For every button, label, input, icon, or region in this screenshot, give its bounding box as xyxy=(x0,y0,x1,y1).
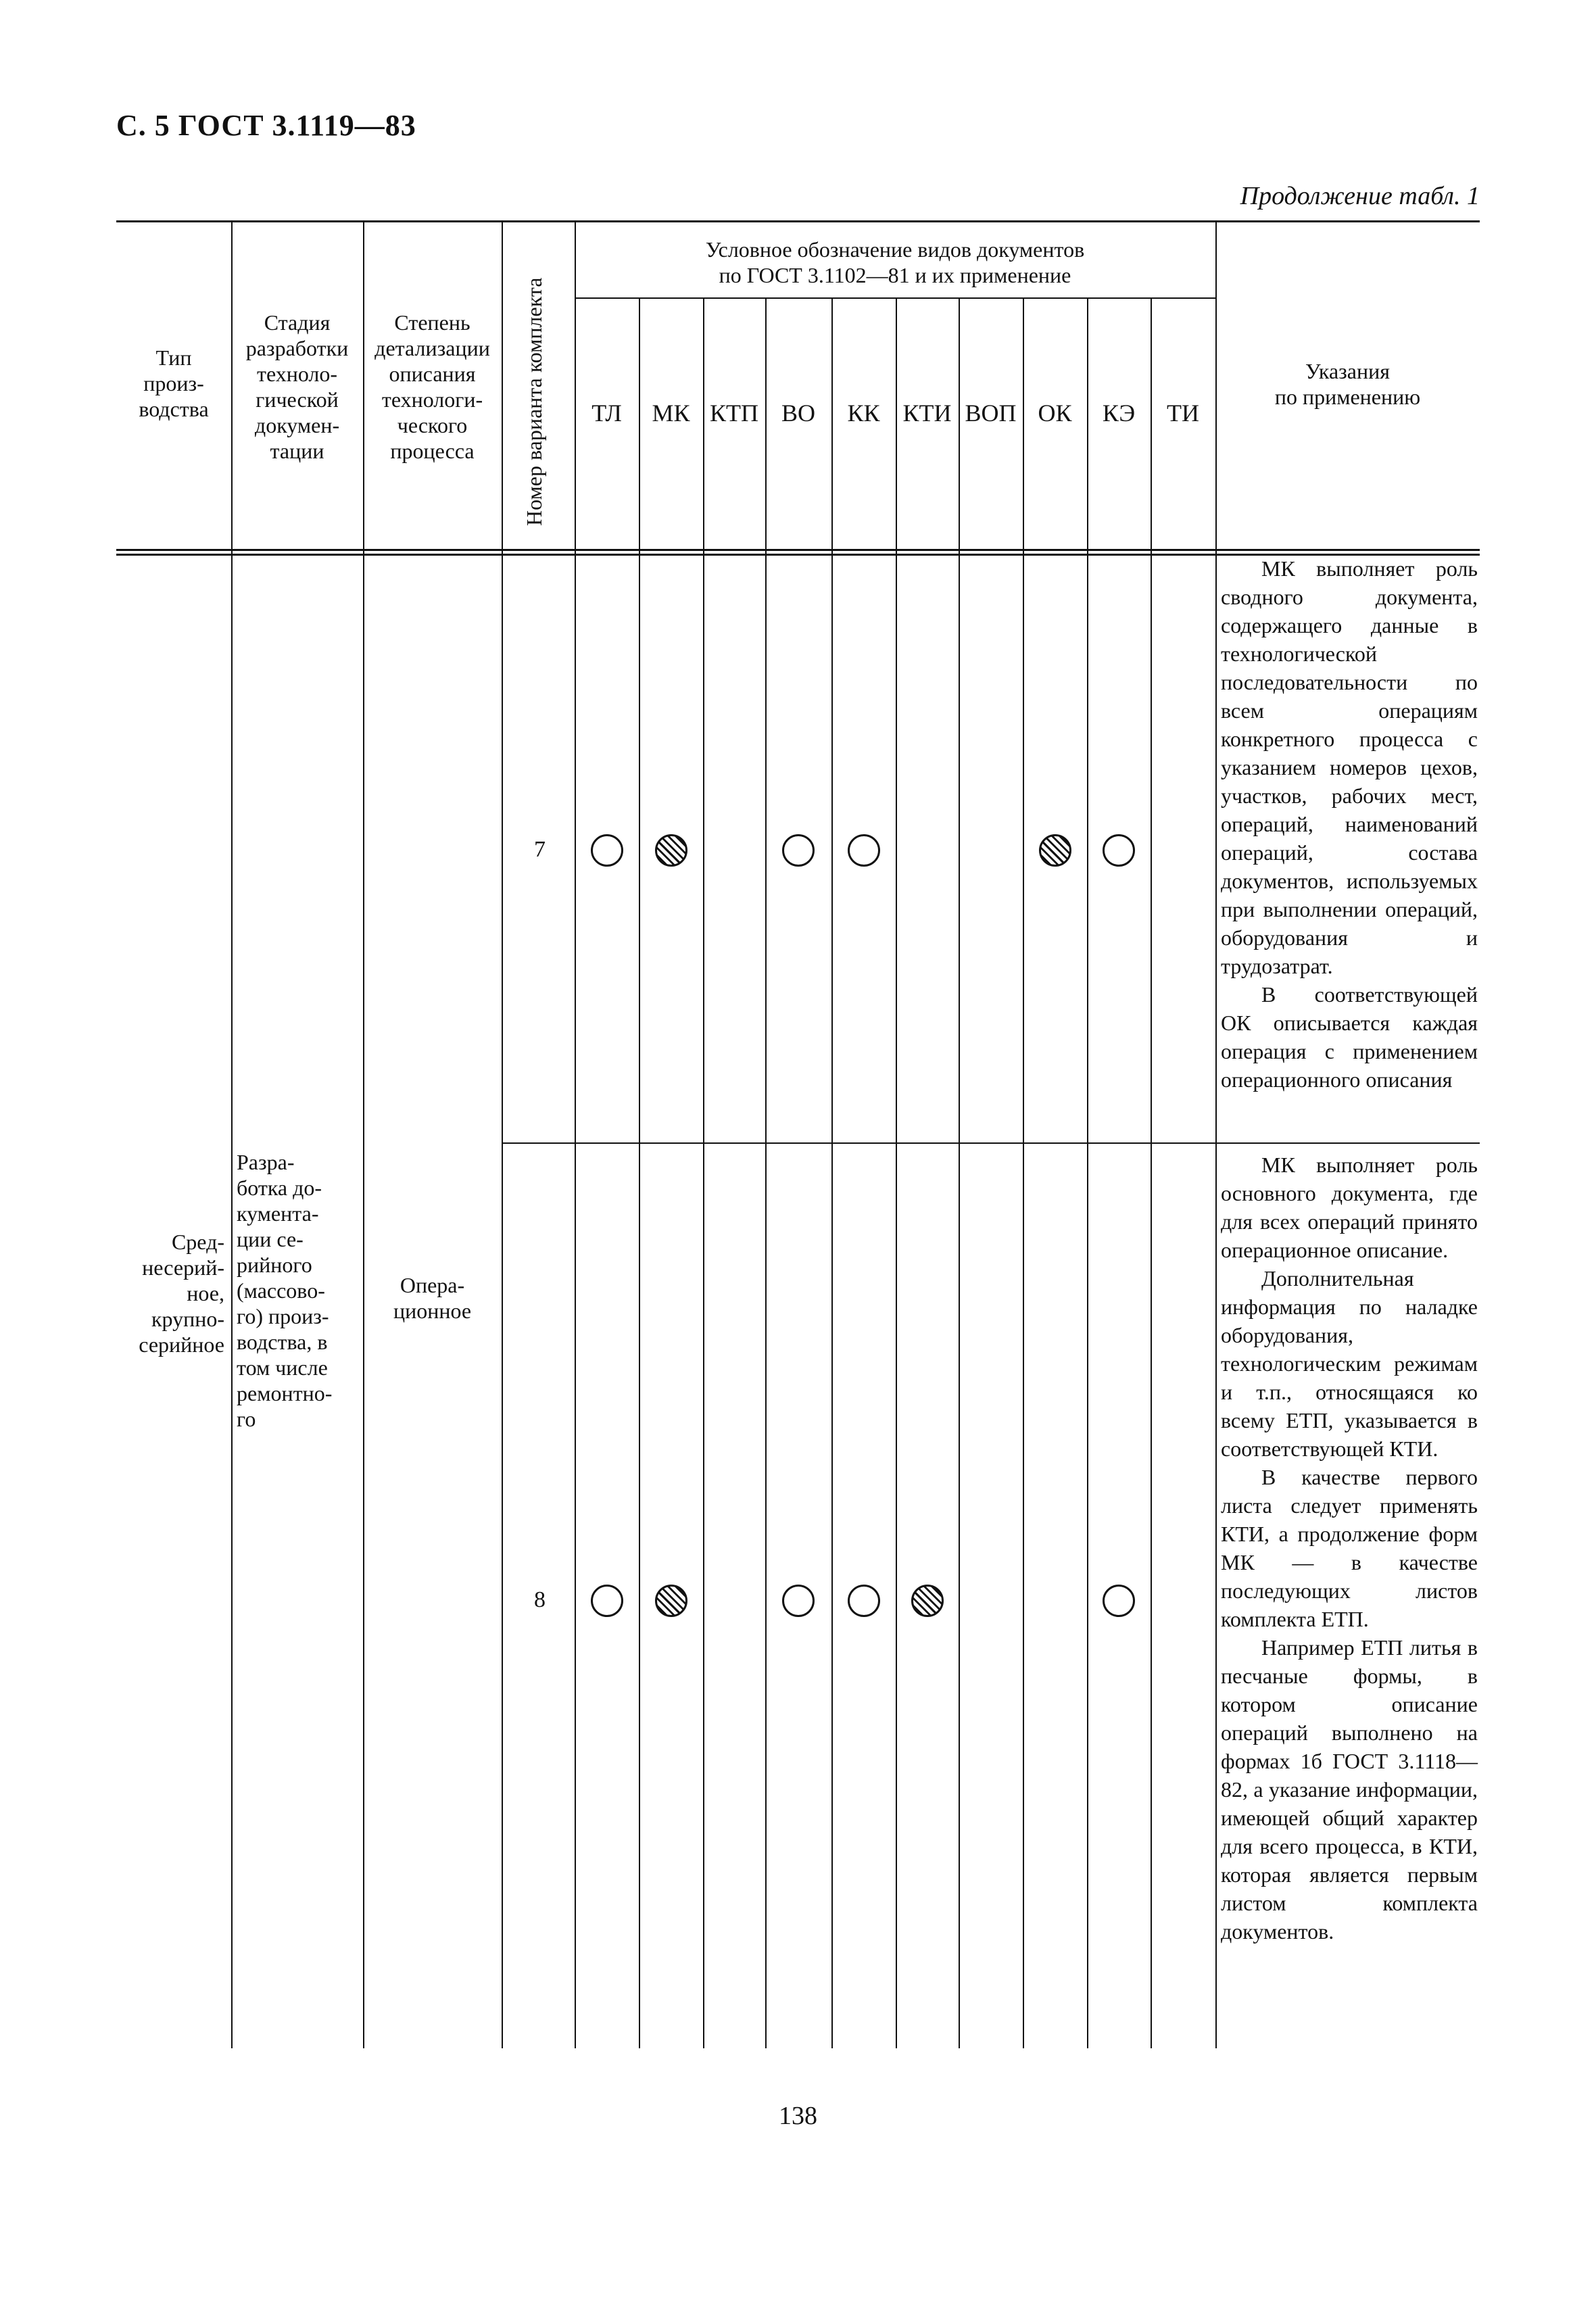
column-rule xyxy=(703,297,704,2048)
optional-mark-icon xyxy=(782,1585,815,1617)
usage-notes xyxy=(1221,1151,1478,1946)
doc-code-5: КТИ xyxy=(902,400,952,427)
body-development-stage-line: водства, в xyxy=(237,1330,328,1354)
header-production-type-line: водства xyxy=(139,397,209,421)
body-development-stage-line: рийного xyxy=(237,1253,312,1277)
column-rule xyxy=(575,220,576,2048)
table-continuation-label: Продолжение табл. 1 xyxy=(1240,182,1480,210)
header-production-type xyxy=(116,345,231,422)
doc-code-3: ВО xyxy=(781,400,815,427)
optional-mark-icon xyxy=(591,834,623,867)
header-usage-notes-line: Указания xyxy=(1305,359,1390,383)
column-rule xyxy=(959,297,960,2048)
optional-mark-icon xyxy=(782,834,815,867)
usage-note-paragraph: В соответствующей ОК описывается каждая операция с применением операционного описания xyxy=(1221,982,1478,1092)
doc-code-0: ТЛ xyxy=(591,400,622,427)
row-separator xyxy=(502,1142,1480,1144)
column-rule xyxy=(231,220,233,2048)
column-rule xyxy=(1023,297,1024,2048)
body-development-stage xyxy=(237,1149,358,1432)
body-production-type-line: Сред- xyxy=(171,1230,224,1254)
optional-mark-icon xyxy=(1103,1585,1135,1617)
body-production-type-line: несерий- xyxy=(142,1255,224,1280)
page-number: 138 xyxy=(779,2102,817,2130)
header-development-stage-line: разработки xyxy=(245,336,349,360)
body-development-stage-line: кумента- xyxy=(237,1201,319,1226)
column-rule xyxy=(1215,220,1217,2048)
body-development-stage-line: го) произ- xyxy=(237,1304,329,1328)
header-detail-level-line: описания xyxy=(389,362,476,386)
usage-note-paragraph: МК выполняет роль сводного документа, содержащего данные в технологической последовательности по всем операциям конкретного процесса с указанием номеров цехов, участков, рабочих мест, операций, наименований операций, состава документов, используемых при выполнении операций, оборудования и трудозатрат. xyxy=(1221,556,1478,978)
column-rule xyxy=(639,297,640,2048)
mandatory-mark-icon xyxy=(655,834,687,867)
body-development-stage-line: том числе xyxy=(237,1355,328,1380)
header-development-stage-line: тации xyxy=(270,439,324,463)
column-rule xyxy=(1087,297,1088,2048)
mandatory-mark-icon xyxy=(911,1585,944,1617)
column-rule xyxy=(363,220,364,2048)
usage-note-paragraph: Например ЕТП литья в песчаные формы, в котором описание операций выполнено на формах 1б ГОСТ 3.1118—82, а указание информации, имеющей общий характер для всего процесса, в КТИ, которая является первым листом комплекта документов. xyxy=(1221,1635,1478,1944)
body-development-stage-line: ции се- xyxy=(237,1227,304,1251)
header-document-types-group-line: по ГОСТ 3.1102—81 и их применение xyxy=(719,263,1071,287)
header-production-type-line: произ- xyxy=(143,371,204,395)
table-top-rule xyxy=(116,220,1480,222)
body-development-stage-line: (массово- xyxy=(237,1278,325,1303)
column-rule xyxy=(765,297,767,2048)
doc-code-9: ТИ xyxy=(1167,400,1199,427)
body-development-stage-line: ботка до- xyxy=(237,1176,322,1200)
doc-code-4: КК xyxy=(847,400,880,427)
usage-notes xyxy=(1221,554,1478,1094)
header-variant-number: Номер варианта комплекта xyxy=(522,277,546,526)
header-usage-notes xyxy=(1215,358,1480,410)
optional-mark-icon xyxy=(848,834,880,867)
header-detail-level-line: ческого xyxy=(397,413,468,437)
doc-code-2: КТП xyxy=(710,400,758,427)
body-detail-level-line: ционное xyxy=(393,1299,472,1323)
body-production-type-line: серийное xyxy=(139,1332,224,1357)
body-production-type xyxy=(123,1229,224,1357)
page-header: С. 5 ГОСТ 3.1119—83 xyxy=(116,109,416,142)
body-development-stage-line: го xyxy=(237,1407,256,1431)
column-rule xyxy=(1151,297,1152,2048)
header-detail-level-line: детализации xyxy=(374,336,490,360)
body-detail-level-line: Опера- xyxy=(400,1273,465,1297)
header-usage-notes-line: по применению xyxy=(1274,385,1421,409)
header-document-types-group xyxy=(575,237,1215,288)
header-development-stage-line: Стадия xyxy=(264,310,331,335)
optional-mark-icon xyxy=(591,1585,623,1617)
header-document-types-group-line: Условное обозначение видов документов xyxy=(705,237,1085,262)
body-production-type-line: ное, xyxy=(187,1281,224,1305)
header-development-stage-line: докумен- xyxy=(254,413,340,437)
header-production-type-line: Тип xyxy=(155,345,192,370)
column-rule xyxy=(502,220,503,2048)
doc-code-8: КЭ xyxy=(1102,400,1136,427)
usage-note-paragraph: Дополнительная информация по наладке оборудования, технологическим режимам и т.п., относящаяся ко всему ЕТП, указывается в соответствующей КТИ. xyxy=(1221,1266,1478,1461)
variant-number: 8 xyxy=(534,1587,546,1612)
column-rule xyxy=(896,297,897,2048)
header-detail-level-line: Степень xyxy=(394,310,470,335)
optional-mark-icon xyxy=(1103,834,1135,867)
doc-code-1: МК xyxy=(652,400,690,427)
body-production-type-line: крупно- xyxy=(151,1307,224,1331)
usage-note-paragraph: В качестве первого листа следует применять КТИ, а продолжение форм МК — в качестве последующих листов комплекта ЕТП. xyxy=(1221,1465,1478,1631)
optional-mark-icon xyxy=(848,1585,880,1617)
header-bottom-rule-1 xyxy=(116,549,1480,551)
header-detail-level-line: технологи- xyxy=(381,387,483,412)
group-header-rule xyxy=(575,297,1215,299)
body-development-stage-line: Разра- xyxy=(237,1150,295,1174)
mandatory-mark-icon xyxy=(1039,834,1071,867)
header-detail-level-line: процесса xyxy=(390,439,475,463)
header-development-stage-line: техноло- xyxy=(256,362,338,386)
doc-code-7: ОК xyxy=(1038,400,1072,427)
doc-code-6: ВОП xyxy=(965,400,1017,427)
column-rule xyxy=(831,297,833,2048)
body-detail-level xyxy=(363,1272,502,1324)
header-development-stage xyxy=(231,310,363,464)
mandatory-mark-icon xyxy=(655,1585,687,1617)
header-development-stage-line: гической xyxy=(256,387,339,412)
header-detail-level xyxy=(363,310,502,464)
body-development-stage-line: ремонтно- xyxy=(237,1381,333,1405)
variant-number: 7 xyxy=(534,837,546,862)
usage-note-paragraph: МК выполняет роль основного документа, где для всех операций принято операционное описание. xyxy=(1221,1153,1478,1262)
